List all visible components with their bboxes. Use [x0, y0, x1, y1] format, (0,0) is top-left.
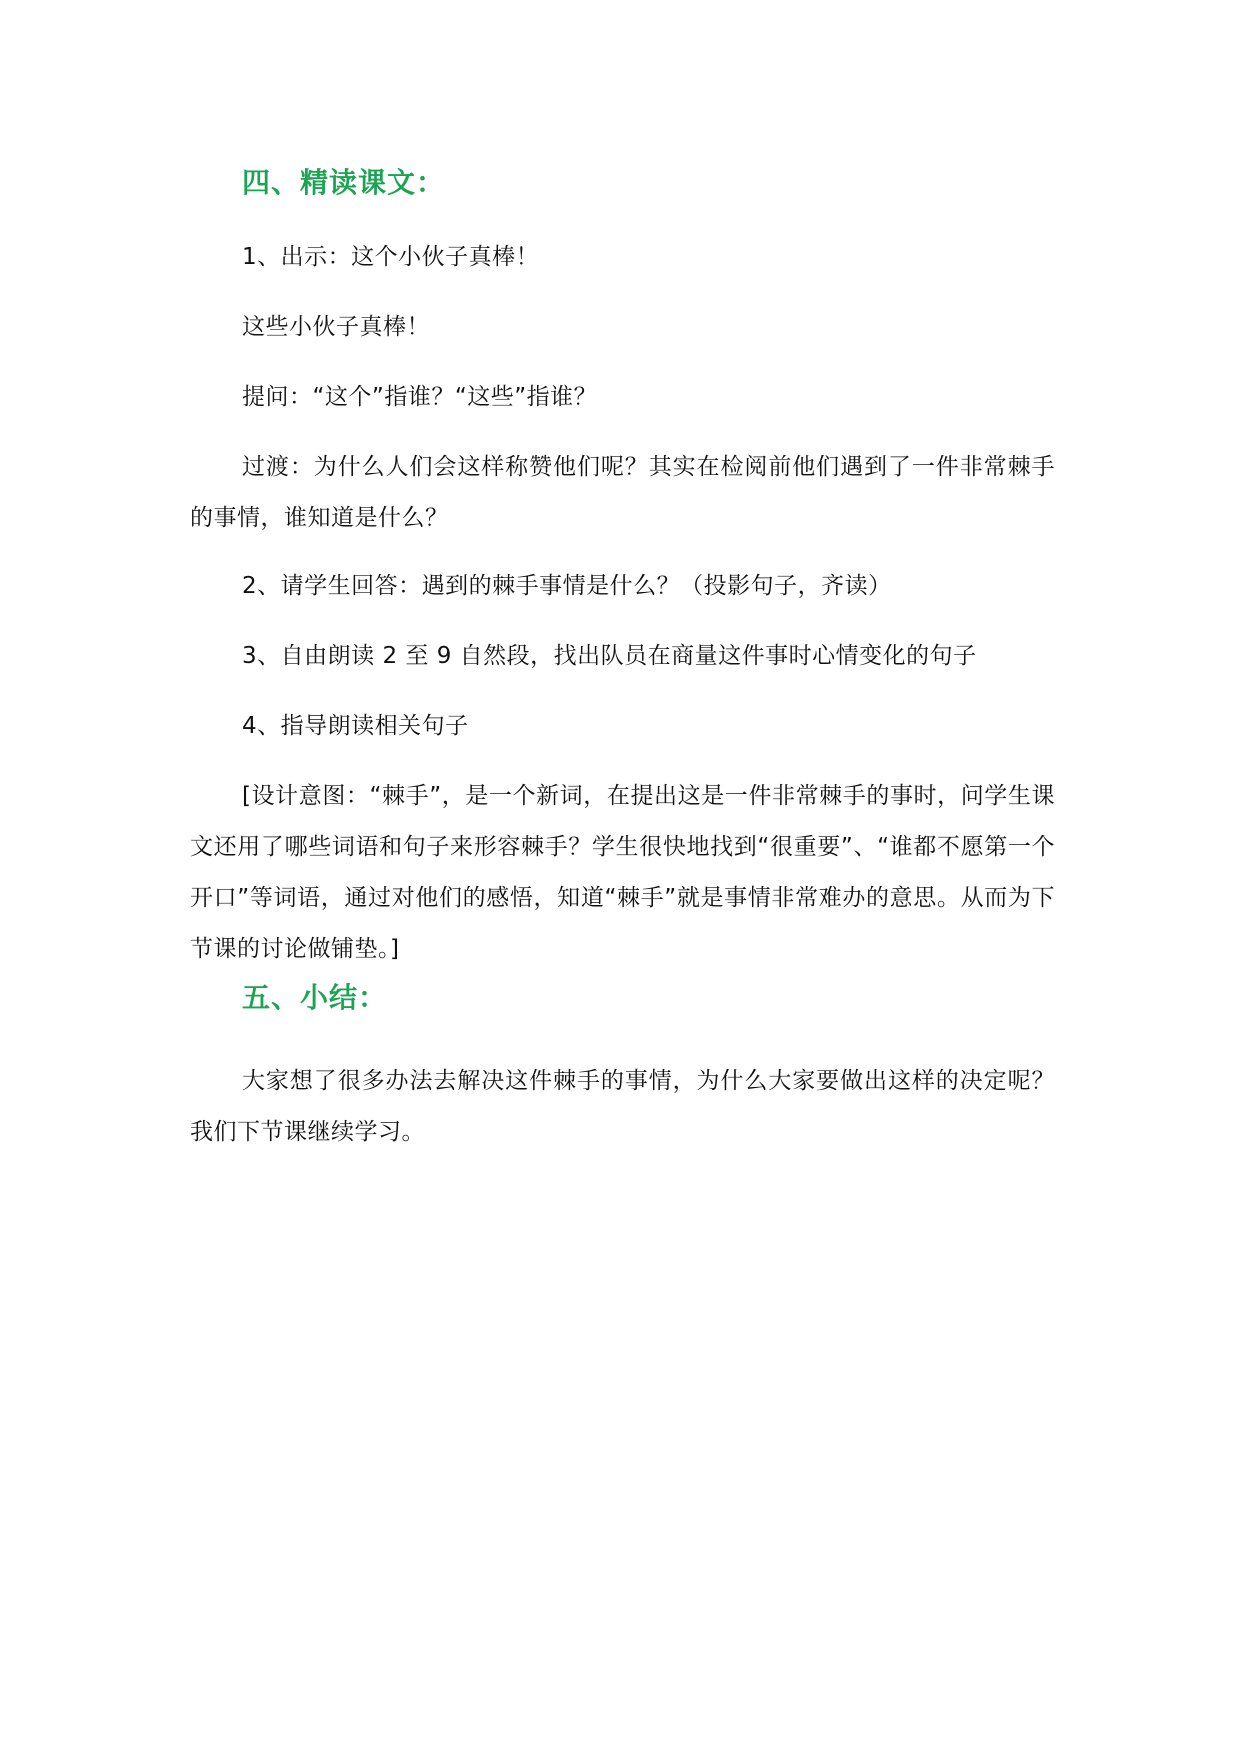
paragraph-design-note: [设计意图：“棘手”，是一个新词，在提出这是一件非常棘手的事时，问学生课文还用了哪些词语和句子来形容棘手？学生很快地找到“很重要”、“谁都不愿第一个开口”等词语，通过对他们的感悟，知道“棘手”就是事情非常难办的意思。从而为下节课的讨论做铺垫。]	[190, 783, 1055, 962]
paragraph-item-4: 4、指导朗读相关句子	[242, 713, 469, 739]
paragraph-summary: 大家想了很多办法去解决这件棘手的事情，为什么大家要做出这样的决定呢？我们下节课继续学习。	[190, 1068, 1055, 1145]
paragraph-item-3: 3、自由朗读 2 至 9 自然段，找出队员在商量这件事时心情变化的句子	[242, 643, 977, 669]
paragraph-question: 提问：“这个”指谁？“这些”指谁？	[242, 384, 598, 410]
paragraph-item-1: 1、出示：这个小伙子真棒！	[242, 244, 540, 270]
paragraph-transition: 过渡：为什么人们会这样称赞他们呢？其实在检阅前他们遇到了一件非常棘手的事情，谁知道是什么？	[190, 454, 1055, 531]
paragraph-item-2: 2、请学生回答：遇到的棘手事情是什么？（投影句子，齐读）	[242, 573, 892, 599]
section-4-heading: 四、精读课文：	[242, 166, 446, 199]
section-5-heading: 五、小结：	[242, 981, 388, 1014]
paragraph-these-line: 这些小伙子真棒！	[242, 314, 430, 340]
